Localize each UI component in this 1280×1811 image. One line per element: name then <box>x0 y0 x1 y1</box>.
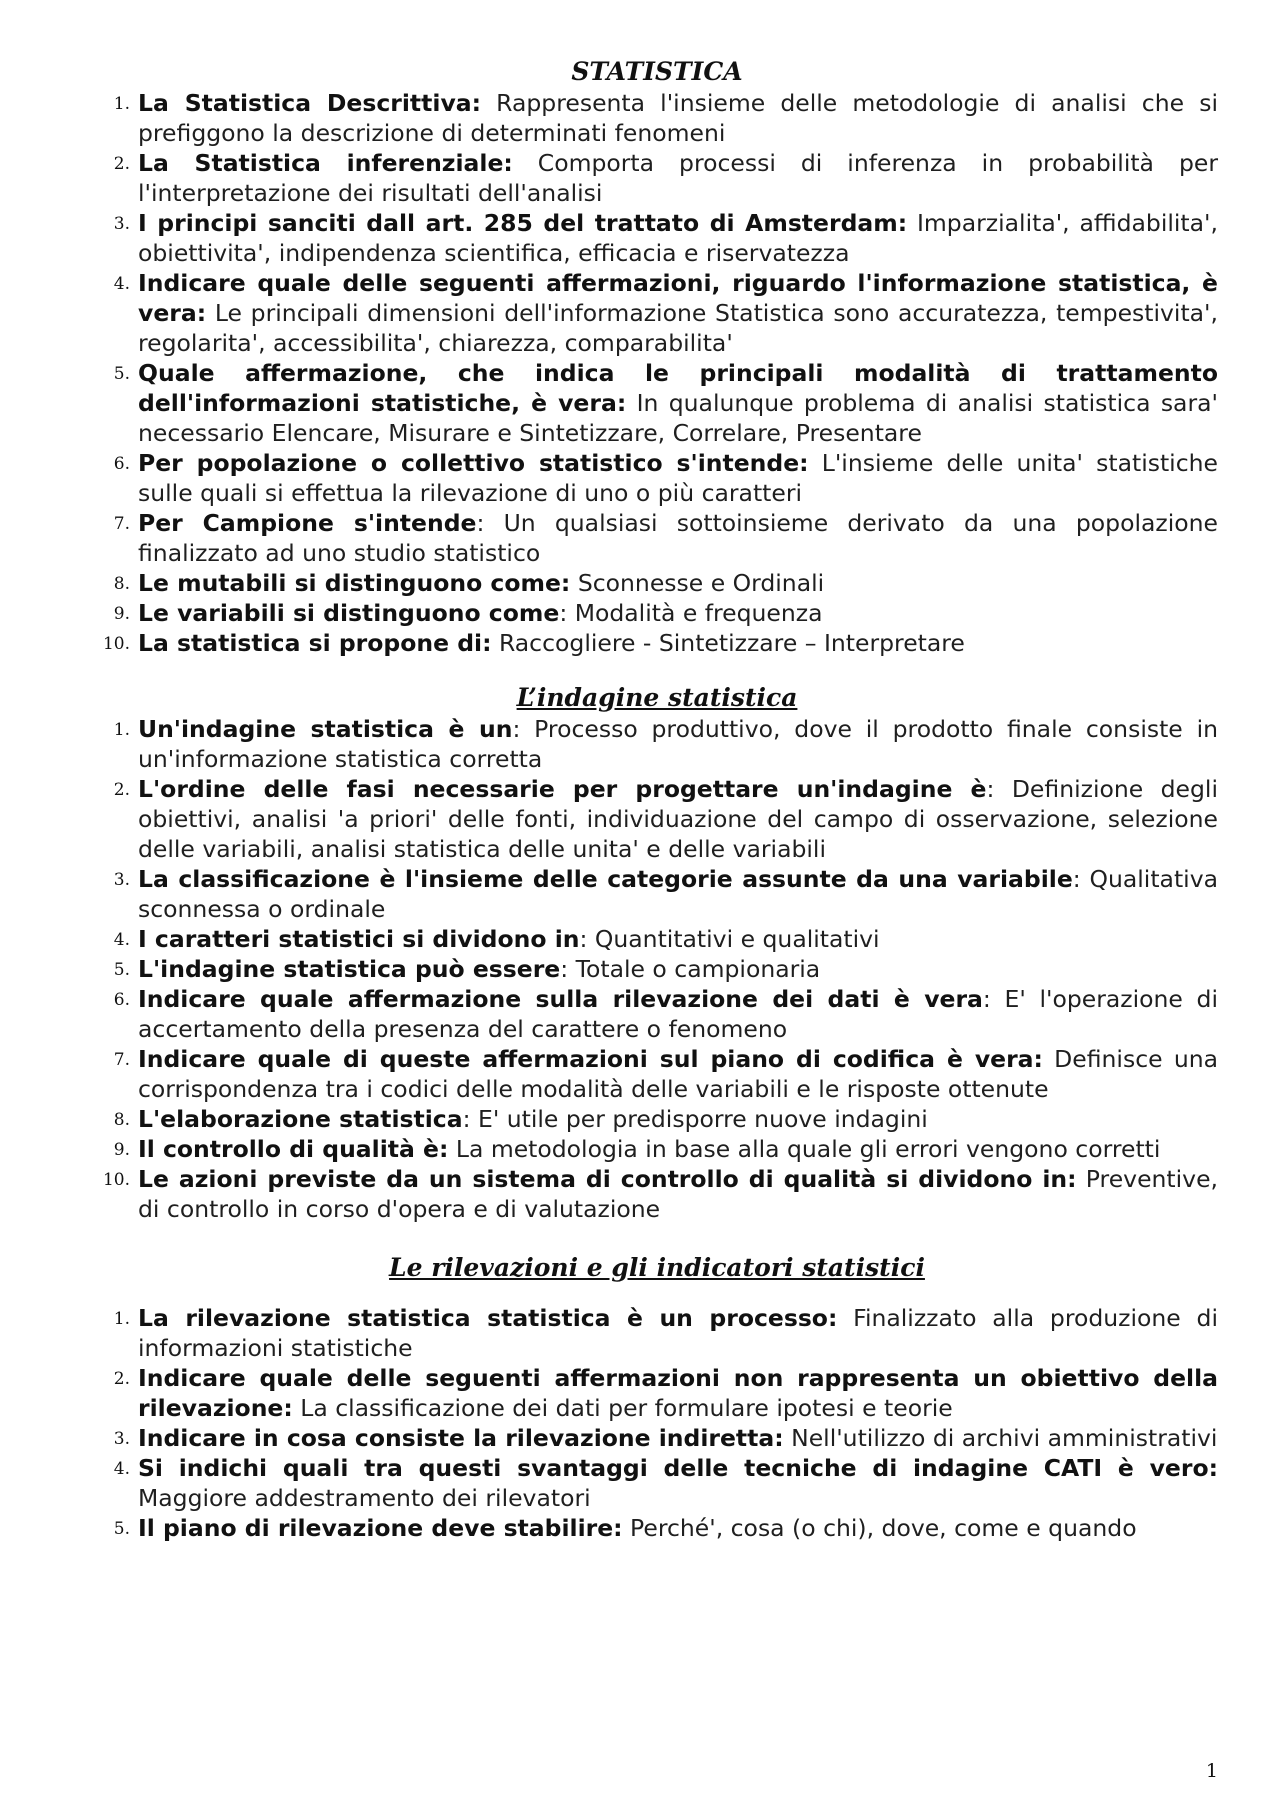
item-number: 3. <box>113 1429 130 1449</box>
list-item <box>96 448 1218 508</box>
question-text: Per Campione s'intende <box>138 509 477 537</box>
item-number: 7. <box>113 514 130 534</box>
item-number: 4. <box>113 1459 130 1479</box>
question-text: La rilevazione statistica statistica è un processo: <box>138 1304 838 1332</box>
answer-text: : Totale o campionaria <box>560 955 821 983</box>
answer-text: Maggiore addestramento dei rilevatori <box>138 1484 591 1512</box>
question-text: La Statistica Descrittiva: <box>138 89 482 117</box>
question-text: La classificazione è l'insieme delle categorie assunte da una variabile <box>138 865 1073 893</box>
question-text: Il controllo di qualità è: <box>138 1135 449 1163</box>
question-text: Si indichi quali tra questi svantaggi delle tecniche di indagine CATI è vero: <box>138 1454 1218 1482</box>
list-item <box>96 864 1218 924</box>
qa-list-statistica <box>96 88 1218 658</box>
list-item <box>96 954 1218 984</box>
answer-text: Le principali dimensioni dell'informazione Statistica sono accuratezza, tempestivita', regolarita', accessibilita', chiarezza, comparabilita' <box>138 299 1218 357</box>
item-number: 7. <box>113 1050 130 1070</box>
question-text: Indicare quale affermazione sulla rilevazione dei dati è vera <box>138 985 983 1013</box>
list-item <box>96 208 1218 268</box>
question-text: Le variabili si distinguono come <box>138 599 560 627</box>
answer-text: : Quantitativi e qualitativi <box>579 925 880 953</box>
answer-text: : Qualitativa sconnessa o ordinale <box>138 865 1218 923</box>
question-text: Le mutabili si distinguono come: <box>138 569 571 597</box>
answer-text: In qualunque problema di analisi statistica sara' necessario Elencare, Misurare e Sintetizzare, Correlare, Presentare <box>138 389 1218 447</box>
list-item <box>96 1044 1218 1104</box>
list-item <box>96 598 1218 628</box>
page-number: 1 <box>1205 1760 1218 1782</box>
answer-text: Imparzialita', affidabilita', obiettivita', indipendenza scientifica, efficacia e riservatezza <box>138 209 1218 267</box>
list-item <box>96 568 1218 598</box>
page-content <box>96 56 1218 1543</box>
answer-text: La metodologia in base alla quale gli errori vengono corretti <box>448 1135 1161 1163</box>
answer-text: L'insieme delle unita' statistiche sulle quali si effettua la rilevazione di uno o più caratteri <box>138 449 1218 507</box>
answer-text: Nell'utilizzo di archivi amministrativi <box>783 1424 1218 1452</box>
item-number: 5. <box>113 364 130 384</box>
item-number: 3. <box>113 870 130 890</box>
list-item <box>96 774 1218 864</box>
answer-text: Perché', cosa (o chi), dove, come e quando <box>622 1514 1137 1542</box>
question-text: Indicare quale delle seguenti affermazioni non rappresenta un obiettivo della rilevazione: <box>138 1364 1218 1422</box>
question-text: La statistica si propone di: <box>138 629 492 657</box>
item-number: 3. <box>113 214 130 234</box>
list-item <box>96 1423 1218 1453</box>
answer-text: Rappresenta l'insieme delle metodologie di analisi che si prefiggono la descrizione di determinati fenomeni <box>138 89 1218 147</box>
list-item <box>96 1363 1218 1423</box>
answer-text: Comporta processi di inferenza in probabilità per l'interpretazione dei risultati dell'analisi <box>138 149 1218 207</box>
item-number: 2. <box>113 780 130 800</box>
list-item <box>96 714 1218 774</box>
question-text: Per popolazione o collettivo statistico s'intende: <box>138 449 809 477</box>
question-text: L'ordine delle fasi necessarie per progettare un'indagine è <box>138 775 987 803</box>
list-item <box>96 268 1218 358</box>
section-title-indagine: L’indagine statistica <box>516 683 798 712</box>
list-item <box>96 1303 1218 1363</box>
list-item <box>96 88 1218 148</box>
question-text: Le azioni previste da un sistema di controllo di qualità si dividono in: <box>138 1165 1077 1193</box>
answer-text: Definisce una corrispondenza tra i codici delle modalità delle variabili e le risposte ottenute <box>138 1045 1219 1103</box>
answer-text: Preventive, di controllo in corso d'opera e di valutazione <box>138 1165 1219 1223</box>
answer-text: : E' utile per predisporre nuove indagini <box>462 1105 928 1133</box>
item-number: 1. <box>113 720 130 740</box>
list-item <box>96 508 1218 568</box>
qa-list-rilevazioni <box>96 1303 1218 1543</box>
section-title-rilevazioni: Le rilevazioni e gli indicatori statistici <box>389 1253 925 1282</box>
item-number: 2. <box>113 154 130 174</box>
list-item <box>96 1164 1218 1224</box>
item-number: 10. <box>102 634 130 654</box>
item-number: 8. <box>113 574 130 594</box>
list-item <box>96 1453 1218 1513</box>
item-number: 8. <box>113 1110 130 1130</box>
answer-text: : Un qualsiasi sottoinsieme derivato da una popolazione finalizzato ad uno studio statistico <box>138 509 1218 567</box>
question-text: Indicare quale di queste affermazioni sul piano di codifica è vera: <box>138 1045 1043 1073</box>
question-text: I caratteri statistici si dividono in <box>138 925 580 953</box>
answer-text: Sconnesse e Ordinali <box>570 569 825 597</box>
answer-text: La classificazione dei dati per formulare ipotesi e teorie <box>292 1394 953 1422</box>
list-item <box>96 924 1218 954</box>
answer-text: : E' l'operazione di accertamento della presenza del carattere o fenomeno <box>138 985 1219 1043</box>
question-text: La Statistica inferenziale: <box>138 149 513 177</box>
answer-text: : Modalità e frequenza <box>559 599 823 627</box>
answer-text: Raccogliere - Sintetizzare – Interpretare <box>491 629 965 657</box>
list-item <box>96 1134 1218 1164</box>
item-number: 6. <box>113 454 130 474</box>
qa-list-indagine <box>96 714 1218 1224</box>
item-number: 9. <box>113 604 130 624</box>
document-title: STATISTICA <box>571 57 743 86</box>
item-number: 4. <box>113 930 130 950</box>
question-text: Indicare quale delle seguenti affermazioni, riguardo l'informazione statistica, è vera: <box>138 269 1218 327</box>
list-item <box>96 1513 1218 1543</box>
list-item <box>96 148 1218 208</box>
item-number: 5. <box>113 960 130 980</box>
question-text: L'elaborazione statistica <box>138 1105 463 1133</box>
item-number: 1. <box>113 1309 130 1329</box>
question-text: I principi sanciti dall art. 285 del trattato di Amsterdam: <box>138 209 908 237</box>
list-item <box>96 984 1218 1044</box>
question-text: L'indagine statistica può essere <box>138 955 561 983</box>
list-item <box>96 1104 1218 1134</box>
item-number: 4. <box>113 274 130 294</box>
question-text: Indicare in cosa consiste la rilevazione indiretta: <box>138 1424 784 1452</box>
question-text: Quale affermazione, che indica le principali modalità di trattamento dell'informazioni statistiche, è vera: <box>138 359 1218 417</box>
answer-text: : Definizione degli obiettivi, analisi 'a priori' delle fonti, individuazione del campo di osservazione, selezione delle variabili, analisi statistica delle unita' e delle variabili <box>138 775 1218 863</box>
list-item <box>96 358 1218 448</box>
answer-text: : Processo produttivo, dove il prodotto finale consiste in un'informazione statistica corretta <box>138 715 1218 773</box>
item-number: 2. <box>113 1369 130 1389</box>
item-number: 5. <box>113 1519 130 1539</box>
item-number: 1. <box>113 94 130 114</box>
question-text: Il piano di rilevazione deve stabilire: <box>138 1514 623 1542</box>
item-number: 6. <box>113 990 130 1010</box>
list-item <box>96 628 1218 658</box>
question-text: Un'indagine statistica è un <box>138 715 513 743</box>
item-number: 10. <box>102 1170 130 1190</box>
item-number: 9. <box>113 1140 130 1160</box>
answer-text: Finalizzato alla produzione di informazioni statistiche <box>138 1304 1218 1362</box>
